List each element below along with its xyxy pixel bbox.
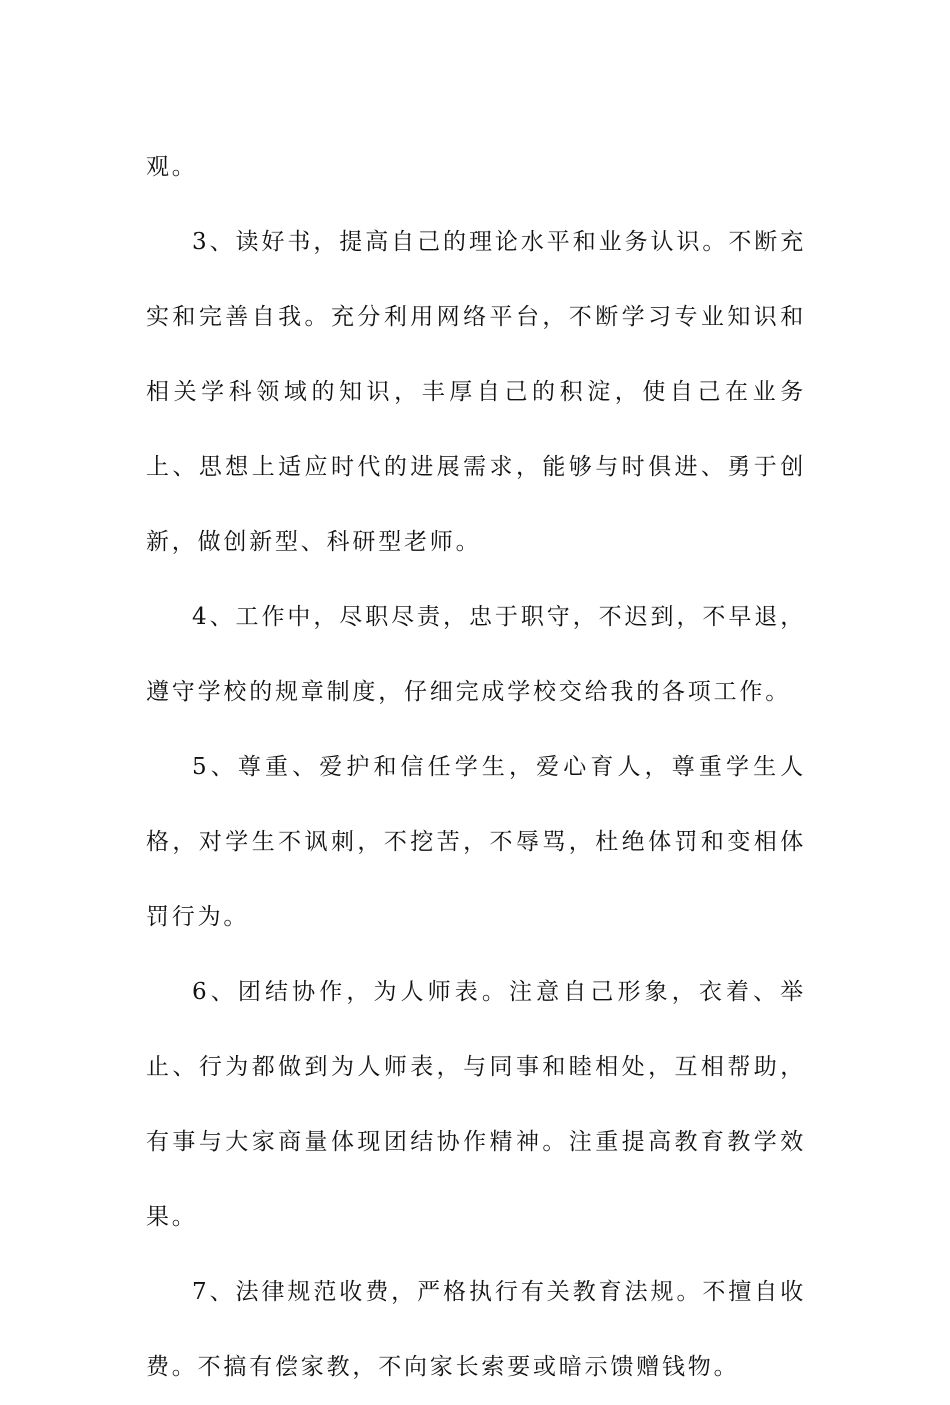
paragraph-item-5: 5、尊重、爱护和信任学生，爱心育人，尊重学生人格，对学生不讽刺，不挖苦，不辱骂，杜绝体罚和变相体罚行为。 [146, 754, 806, 930]
paragraph-item-3: 3、读好书，提高自己的理论水平和业务认识。不断充实和完善自我。充分利用网络平台，不断学习专业知识和相关学科领域的知识，丰厚自己的积淀，使自己在业务上、思想上适应时代的进展需求，能够与时俱进、勇于创新，做创新型、科研型老师。 [146, 229, 806, 555]
document-body [146, 130, 806, 1405]
paragraph-item-7: 7、法律规范收费，严格执行有关教育法规。不擅自收费。不搞有偿家教，不向家长索要或暗示馈赠钱物。 [146, 1279, 806, 1380]
paragraph-continuation: 观。 [146, 154, 198, 180]
paragraph-item-4: 4、工作中，尽职尽责，忠于职守，不迟到，不早退，遵守学校的规章制度，仔细完成学校交给我的各项工作。 [146, 604, 806, 705]
paragraph-item-6: 6、团结协作，为人师表。注意自己形象，衣着、举止、行为都做到为人师表，与同事和睦相处，互相帮助，有事与大家商量体现团结协作精神。注重提高教育教学效果。 [146, 979, 806, 1230]
